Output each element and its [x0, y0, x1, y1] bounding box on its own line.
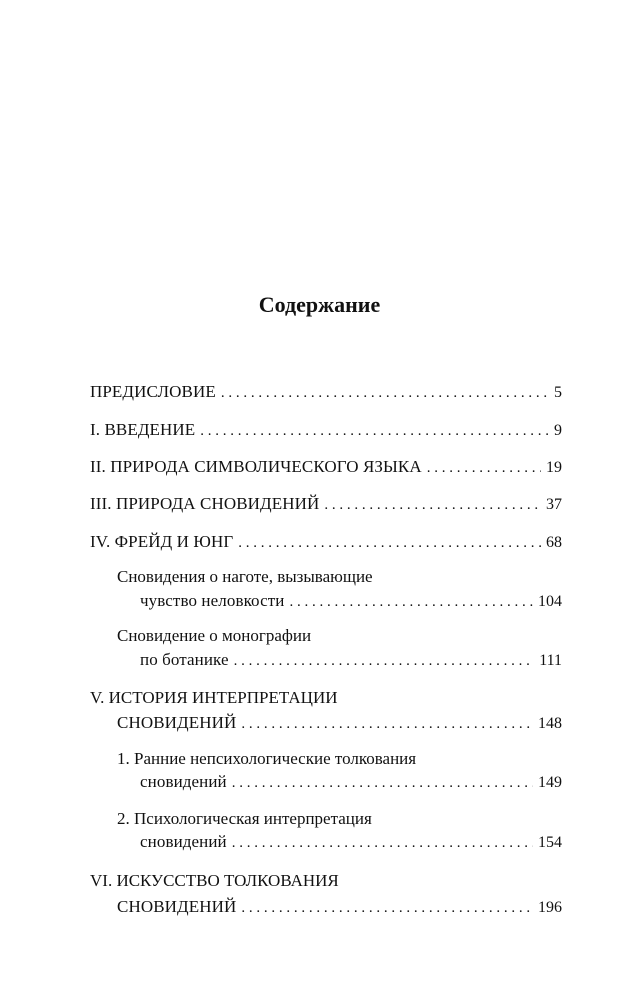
toc-leader-dots — [200, 421, 549, 441]
toc-entry-page: 111 — [539, 652, 562, 669]
toc-leader-dots — [241, 898, 533, 918]
toc-entry-page: 148 — [538, 715, 562, 732]
toc-subentry-nakedness — [140, 591, 562, 612]
toc-entry-label: по ботанике — [140, 650, 229, 669]
toc-subentry-line1: 2. Психологическая интерпретация — [117, 809, 372, 828]
toc-entry-introduction — [90, 420, 562, 441]
toc-entry-line1: V. ИСТОРИЯ ИНТЕРПРЕТАЦИИ — [90, 688, 338, 707]
toc-entry-page: 196 — [538, 899, 562, 916]
toc-subentry-early-interpretations — [140, 772, 562, 793]
toc-leader-dots — [232, 773, 533, 793]
toc-entry-art-of-interpretation — [117, 897, 562, 918]
toc-leader-dots — [221, 383, 549, 403]
toc-subentry-botanical — [140, 650, 562, 671]
toc-entry-label: IV. ФРЕЙД И ЮНГ — [90, 532, 234, 551]
toc-entry-label: III. ПРИРОДА СНОВИДЕНИЙ — [90, 494, 320, 513]
toc-leader-dots — [324, 495, 541, 515]
toc-subentry-line1: 1. Ранние непсихологические толкования — [117, 749, 417, 768]
toc-entry-history-interpretation — [117, 713, 562, 734]
toc-entry-page: 19 — [546, 459, 562, 476]
page-title: Содержание — [258, 292, 381, 317]
toc-entry-page: 5 — [554, 384, 562, 401]
toc-leader-dots — [427, 458, 541, 478]
toc-entry-label: I. ВВЕДЕНИЕ — [90, 420, 196, 439]
toc-entry-page: 149 — [538, 774, 562, 791]
toc-subentry-psychological-interpretation — [140, 832, 562, 853]
toc-leader-dots — [234, 651, 535, 671]
toc-entry-page: 68 — [546, 534, 562, 551]
toc-leader-dots — [241, 714, 533, 734]
toc-leader-dots — [238, 533, 541, 553]
toc-entry-nature-of-dreams — [90, 494, 562, 515]
toc-entry-label: сновидений — [140, 772, 227, 791]
toc-subentry-line1: Сновидение о монографии — [117, 626, 312, 645]
toc-entry-page: 9 — [554, 422, 562, 439]
toc-entry-freud-jung — [90, 532, 562, 553]
toc-leader-dots — [232, 833, 533, 853]
toc-leader-dots — [289, 592, 533, 612]
toc-entry-page: 37 — [546, 496, 562, 513]
toc-entry-label: сновидений — [140, 832, 227, 851]
toc-entry-symbolic-language — [90, 457, 562, 478]
toc-entry-label: СНОВИДЕНИЙ — [117, 897, 237, 916]
toc-entry-label: чувство неловкости — [140, 591, 285, 610]
toc-entry-page: 154 — [538, 834, 562, 851]
toc-entry-preface — [90, 382, 562, 403]
toc-entry-page: 104 — [538, 593, 562, 610]
toc-entry-label: ПРЕДИСЛОВИЕ — [90, 382, 216, 401]
toc-entry-line1: VI. ИСКУССТВО ТОЛКОВАНИЯ — [90, 871, 339, 890]
toc-subentry-line1: Сновидения о наготе, вызывающие — [117, 567, 373, 586]
toc-entry-label: II. ПРИРОДА СИМВОЛИЧЕСКОГО ЯЗЫКА — [90, 457, 422, 476]
toc-entry-label: СНОВИДЕНИЙ — [117, 713, 237, 732]
